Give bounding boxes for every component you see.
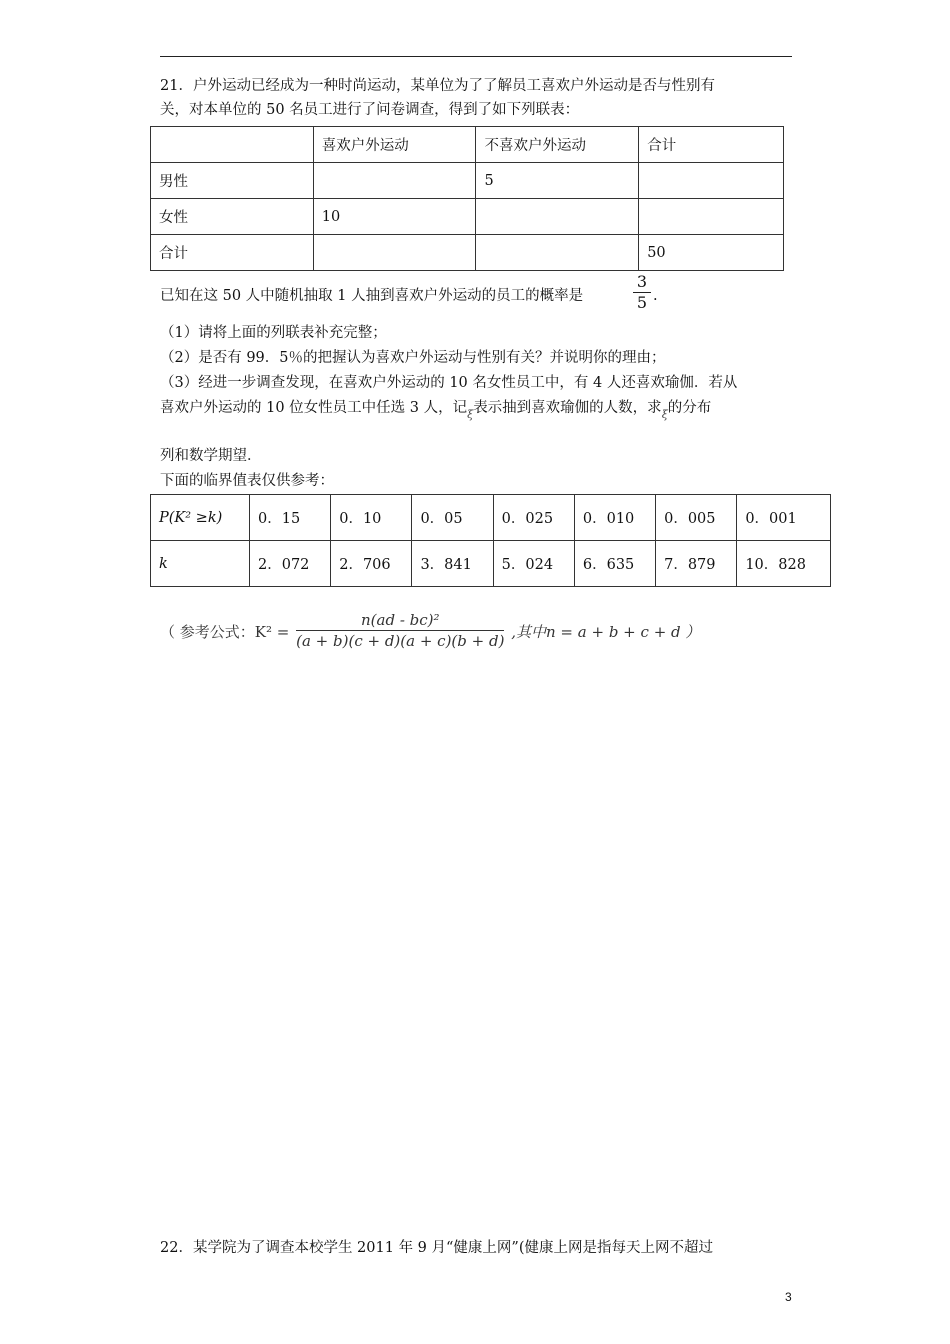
table-cell: 50	[639, 235, 784, 271]
table-row	[151, 199, 784, 235]
critical-value-table	[150, 494, 831, 587]
table-cell: 0．001	[737, 495, 831, 541]
fraction-denominator: 5	[636, 293, 648, 312]
table-cell	[151, 127, 314, 163]
table-row	[151, 541, 831, 587]
table-cell: 女性	[151, 199, 314, 235]
probability-prefix: 已知在这 50 人中随机抽取 1 人抽到喜欢户外运动的员工的概率是	[160, 288, 584, 304]
table-row	[151, 163, 784, 199]
table-cell: 合计	[639, 127, 784, 163]
part3-line2-a: 喜欢户外运动的 10 位女性员工中任选 3 人，记	[160, 400, 468, 416]
q21-text-line1: 21．户外运动已经成为一种时尚运动，某单位为了了解员工喜欢户外运动是否与性别有	[160, 78, 715, 94]
header-rule	[160, 56, 792, 57]
table-cell: 5	[476, 163, 639, 199]
table-cell: 6．635	[574, 541, 655, 587]
table-cell: 合计	[151, 235, 314, 271]
probability-suffix: .	[653, 288, 658, 304]
table-row	[151, 495, 831, 541]
table-header-cell: k	[151, 541, 250, 587]
table-cell	[639, 163, 784, 199]
table-header-cell: P(K² ≥k)	[151, 495, 250, 541]
table-cell: 0．05	[412, 495, 493, 541]
table-cell: 0．15	[250, 495, 331, 541]
table-cell	[476, 235, 639, 271]
part3-line2-b: 表示抽到喜欢瑜伽的人数，求	[473, 400, 662, 416]
table-cell	[313, 235, 476, 271]
contingency-table	[150, 126, 784, 271]
part3-line2-c: 的分布	[667, 400, 712, 416]
table-cell: 0．005	[656, 495, 737, 541]
part2-text: （2）是否有 99．5％的把握认为喜欢户外运动与性别有关？并说明你的理由；	[160, 350, 666, 366]
probability-fraction	[633, 272, 651, 313]
table-cell: 5．024	[493, 541, 574, 587]
table-cell	[639, 199, 784, 235]
fraction-numerator: 3	[633, 272, 651, 293]
table-cell: 2．072	[250, 541, 331, 587]
reference-intro: 下面的临界值表仅供参考：	[160, 473, 334, 489]
part3-line2	[160, 398, 711, 419]
table-cell: 不喜欢户外运动	[476, 127, 639, 163]
q21-text-line2: 关，对本单位的 50 名员工进行了问卷调查，得到了如下列联表：	[160, 102, 580, 118]
page-number: 3	[785, 1290, 792, 1304]
xi-symbol: ξ	[467, 408, 474, 421]
formula-suffix: ,其中n = a + b + c + d ）	[511, 622, 701, 641]
formula-fraction	[296, 610, 504, 651]
table-cell: 2．706	[331, 541, 412, 587]
table-cell: 男性	[151, 163, 314, 199]
table-cell: 10．828	[737, 541, 831, 587]
table-header-row	[151, 127, 784, 163]
part3-line1: （3）经进一步调查发现，在喜欢户外运动的 10 名女性员工中，有 4 人还喜欢瑜伽．若从	[160, 375, 738, 391]
table-cell: 0．010	[574, 495, 655, 541]
table-row	[151, 235, 784, 271]
part1-text: （1）请将上面的列联表补充完整；	[160, 325, 387, 341]
table-cell	[313, 163, 476, 199]
formula-numerator: n(ad - bc)²	[296, 610, 504, 631]
table-cell: 0．025	[493, 495, 574, 541]
part3-line3: 列和数学期望．	[160, 448, 262, 464]
reference-formula	[160, 610, 700, 651]
table-cell: 喜欢户外运动	[313, 127, 476, 163]
table-cell: 0．10	[331, 495, 412, 541]
xi-symbol: ξ	[661, 408, 668, 421]
formula-prefix: （ 参考公式：K² =	[160, 622, 290, 641]
table-cell: 7．879	[656, 541, 737, 587]
probability-line	[160, 286, 583, 306]
formula-denominator: (a + b)(c + d)(a + c)(b + d)	[296, 632, 505, 650]
table-cell: 3．841	[412, 541, 493, 587]
table-cell: 10	[313, 199, 476, 235]
q22-text-line1: 22．某学院为了调查本校学生 2011 年 9 月“健康上网”(健康上网是指每天上网不超过	[160, 1240, 713, 1256]
table-cell	[476, 199, 639, 235]
